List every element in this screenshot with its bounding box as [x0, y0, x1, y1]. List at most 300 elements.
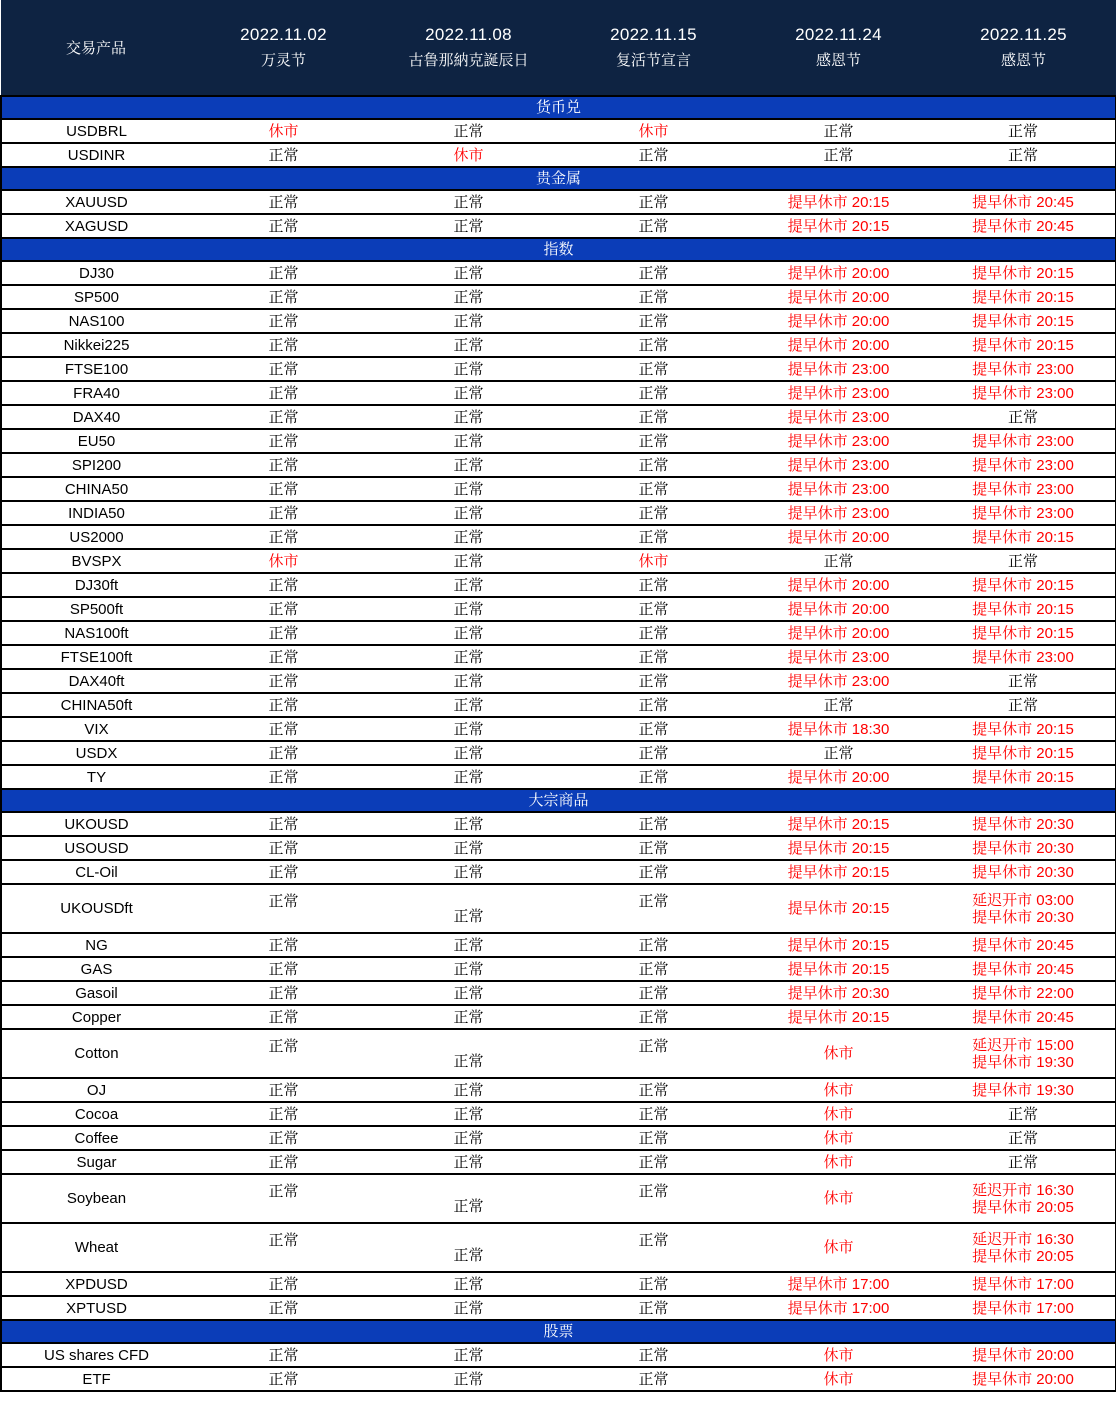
table-row [1, 933, 1116, 957]
status-cell [746, 812, 931, 836]
status-cell [561, 836, 746, 860]
product-cell: Cotton [1, 1029, 191, 1078]
status-line: 提早休市 20:15 [787, 900, 890, 917]
product-column-header [1, 0, 191, 96]
status-line: 提早休市 20:15 [972, 528, 1074, 546]
table-row [1, 1150, 1116, 1174]
status-cell [561, 741, 746, 765]
date-column-header-3 [561, 0, 746, 96]
status-cell [561, 597, 746, 621]
product-cell: Soybean [1, 1174, 191, 1223]
status-line: 提早休市 20:15 [787, 960, 890, 978]
status-line: 正常 [638, 1299, 669, 1317]
status-cell [561, 1126, 746, 1150]
status-line: 提早休市 23:00 [972, 480, 1074, 498]
status-line: 提早休市 20:45 [972, 936, 1074, 954]
status-line: 正常 [453, 456, 484, 474]
status-cell [746, 357, 931, 381]
date-label: 2022.11.08 [425, 25, 512, 44]
table-row [1, 119, 1116, 143]
status-cell [376, 333, 561, 357]
table-row [1, 1078, 1116, 1102]
status-line: 正常 [1007, 408, 1038, 426]
status-cell [376, 429, 561, 453]
status-line: 正常 [268, 1370, 299, 1388]
status-cell [746, 261, 931, 285]
status-line: 正常 [453, 908, 484, 925]
status-cell [746, 1102, 931, 1126]
product-cell: FTSE100ft [1, 645, 191, 669]
status-line: 正常 [823, 552, 854, 570]
date-label: 2022.11.15 [610, 25, 697, 44]
status-line: 正常 [268, 893, 299, 910]
status-cell [191, 765, 376, 789]
status-line: 正常 [268, 1129, 299, 1147]
status-cell [931, 405, 1116, 429]
product-cell: NG [1, 933, 191, 957]
status-cell [191, 1078, 376, 1102]
status-cell [561, 429, 746, 453]
status-cell [376, 717, 561, 741]
status-cell [376, 884, 561, 933]
status-cell [561, 981, 746, 1005]
status-cell [376, 214, 561, 238]
status-line: 正常 [268, 504, 299, 522]
table-row [1, 477, 1116, 501]
status-cell [931, 741, 1116, 765]
status-line: 提早休市 23:00 [787, 648, 890, 666]
product-cell: DAX40 [1, 405, 191, 429]
table-row [1, 957, 1116, 981]
table-header [1, 0, 1116, 96]
status-line: 延迟开市 03:00 [972, 891, 1074, 909]
status-line: 正常 [638, 960, 669, 978]
status-line: 正常 [638, 312, 669, 330]
status-cell [561, 261, 746, 285]
product-cell: UKOUSD [1, 812, 191, 836]
status-cell [931, 285, 1116, 309]
status-line: 正常 [453, 1346, 484, 1364]
status-cell [376, 1005, 561, 1029]
status-cell [376, 1150, 561, 1174]
status-cell [746, 285, 931, 309]
status-cell [746, 405, 931, 429]
product-cell: DJ30ft [1, 573, 191, 597]
status-cell [376, 669, 561, 693]
section-header-row [1, 167, 1116, 190]
product-cell: UKOUSDft [1, 884, 191, 933]
date-label: 2022.11.24 [795, 25, 882, 44]
status-cell [931, 549, 1116, 573]
status-cell [931, 957, 1116, 981]
status-line: 正常 [638, 720, 669, 738]
status-line: 提早休市 20:30 [972, 908, 1074, 926]
status-line: 提早休市 20:00 [787, 768, 890, 786]
status-line: 休市 [823, 1081, 854, 1099]
status-line: 提早休市 20:00 [787, 312, 890, 330]
status-cell [746, 119, 931, 143]
status-line: 正常 [453, 528, 484, 546]
status-cell [931, 357, 1116, 381]
status-cell [191, 143, 376, 167]
status-cell [931, 525, 1116, 549]
status-cell [376, 477, 561, 501]
status-cell [191, 1296, 376, 1320]
section-header-row [1, 789, 1116, 812]
status-line: 正常 [268, 264, 299, 282]
status-cell [931, 1174, 1116, 1223]
status-line: 正常 [638, 893, 669, 910]
status-cell [191, 525, 376, 549]
status-cell [931, 261, 1116, 285]
table-row [1, 1223, 1116, 1272]
product-cell: SP500ft [1, 597, 191, 621]
status-cell [191, 933, 376, 957]
status-cell [191, 501, 376, 525]
status-line: 正常 [453, 264, 484, 282]
status-cell [376, 381, 561, 405]
status-line: 正常 [1007, 552, 1038, 570]
status-cell [376, 405, 561, 429]
holiday-label: 复活节宣言 [615, 52, 691, 69]
table-row [1, 143, 1116, 167]
status-cell [561, 190, 746, 214]
status-cell [191, 549, 376, 573]
status-line: 休市 [823, 1190, 854, 1207]
status-line: 正常 [638, 863, 669, 881]
status-line: 提早休市 23:00 [972, 384, 1074, 402]
status-cell [376, 285, 561, 309]
table-row [1, 1005, 1116, 1029]
status-line: 正常 [638, 528, 669, 546]
status-cell [931, 453, 1116, 477]
status-cell [376, 309, 561, 333]
section-title: 货币兑 [1, 96, 1116, 119]
status-cell [746, 381, 931, 405]
status-cell [746, 333, 931, 357]
status-line: 正常 [638, 1008, 669, 1026]
status-line: 正常 [638, 1370, 669, 1388]
status-cell [931, 669, 1116, 693]
status-line: 正常 [638, 1232, 669, 1249]
status-line: 正常 [268, 456, 299, 474]
status-cell [376, 190, 561, 214]
status-line: 正常 [638, 1129, 669, 1147]
table-row [1, 549, 1116, 573]
status-cell [191, 597, 376, 621]
product-cell: GAS [1, 957, 191, 981]
product-cell: FTSE100 [1, 357, 191, 381]
table-body [1, 96, 1116, 1391]
status-line: 正常 [638, 288, 669, 306]
status-line: 正常 [638, 193, 669, 211]
header-row [1, 0, 1116, 96]
status-line: 正常 [268, 1346, 299, 1364]
status-cell [376, 143, 561, 167]
status-cell [931, 573, 1116, 597]
table-row [1, 717, 1116, 741]
status-line: 延迟开市 16:30 [972, 1181, 1074, 1199]
status-line: 提早休市 20:15 [787, 936, 890, 954]
status-cell [191, 1029, 376, 1078]
status-cell [561, 453, 746, 477]
status-cell [376, 1029, 561, 1078]
status-cell [746, 741, 931, 765]
table-row [1, 381, 1116, 405]
status-cell [561, 957, 746, 981]
status-cell [561, 669, 746, 693]
status-line: 休市 [823, 1370, 854, 1388]
status-cell [561, 1078, 746, 1102]
status-cell [931, 1223, 1116, 1272]
status-line: 休市 [823, 1105, 854, 1123]
status-cell [191, 1102, 376, 1126]
status-line: 正常 [453, 863, 484, 881]
status-line: 正常 [268, 624, 299, 642]
product-cell: XAGUSD [1, 214, 191, 238]
status-line: 提早休市 20:30 [972, 839, 1074, 857]
status-cell [561, 765, 746, 789]
status-cell [561, 693, 746, 717]
status-cell [931, 812, 1116, 836]
product-cell: NAS100ft [1, 621, 191, 645]
table-row [1, 693, 1116, 717]
status-line: 正常 [453, 1275, 484, 1293]
status-line: 正常 [638, 600, 669, 618]
status-cell [931, 884, 1116, 933]
product-cell: CHINA50ft [1, 693, 191, 717]
status-line: 正常 [638, 504, 669, 522]
status-cell [931, 143, 1116, 167]
date-column-header-2 [376, 0, 561, 96]
status-cell [376, 836, 561, 860]
status-line: 正常 [638, 336, 669, 354]
status-line: 正常 [638, 146, 669, 164]
status-cell [376, 933, 561, 957]
status-cell [746, 860, 931, 884]
table-row [1, 190, 1116, 214]
status-line: 正常 [638, 456, 669, 474]
status-line: 正常 [453, 815, 484, 833]
status-cell [746, 525, 931, 549]
status-cell [931, 765, 1116, 789]
status-line: 提早休市 18:30 [787, 720, 890, 738]
status-cell [561, 1102, 746, 1126]
status-cell [376, 645, 561, 669]
product-cell: Gasoil [1, 981, 191, 1005]
status-line: 正常 [453, 480, 484, 498]
status-line: 延迟开市 16:30 [972, 1230, 1074, 1248]
status-line: 正常 [453, 696, 484, 714]
status-line: 休市 [823, 1239, 854, 1256]
status-line: 正常 [268, 600, 299, 618]
table-row [1, 981, 1116, 1005]
status-line: 正常 [638, 384, 669, 402]
section-header-row [1, 96, 1116, 119]
status-line: 提早休市 20:15 [787, 839, 890, 857]
status-cell [931, 1005, 1116, 1029]
status-cell [931, 214, 1116, 238]
status-line: 提早休市 23:00 [972, 456, 1074, 474]
status-line: 正常 [453, 576, 484, 594]
status-line: 正常 [1007, 122, 1038, 140]
status-cell [191, 669, 376, 693]
status-cell [931, 836, 1116, 860]
status-cell [191, 477, 376, 501]
status-cell [931, 1272, 1116, 1296]
table-row [1, 884, 1116, 933]
status-cell [746, 933, 931, 957]
status-cell [191, 1174, 376, 1223]
status-line: 正常 [638, 576, 669, 594]
status-cell [191, 453, 376, 477]
product-cell: Sugar [1, 1150, 191, 1174]
status-line: 提早休市 20:45 [972, 217, 1074, 235]
table-row [1, 525, 1116, 549]
status-cell [191, 119, 376, 143]
status-line: 正常 [268, 1081, 299, 1099]
status-line: 正常 [453, 936, 484, 954]
table-row [1, 1272, 1116, 1296]
status-line: 提早休市 20:00 [787, 576, 890, 594]
status-cell [376, 119, 561, 143]
date-label: 2022.11.02 [240, 25, 327, 44]
status-cell [931, 621, 1116, 645]
status-line: 正常 [268, 1038, 299, 1055]
status-cell [746, 669, 931, 693]
status-line: 正常 [268, 1299, 299, 1317]
status-cell [931, 119, 1116, 143]
status-cell [561, 381, 746, 405]
status-line: 正常 [268, 960, 299, 978]
status-cell [561, 285, 746, 309]
status-line: 提早休市 20:00 [787, 528, 890, 546]
status-line: 正常 [823, 146, 854, 164]
product-cell: USDINR [1, 143, 191, 167]
status-cell [746, 1223, 931, 1272]
product-cell: NAS100 [1, 309, 191, 333]
status-line: 提早休市 20:15 [972, 576, 1074, 594]
product-cell: US2000 [1, 525, 191, 549]
status-line: 休市 [823, 1346, 854, 1364]
status-cell [376, 1367, 561, 1391]
status-line: 正常 [268, 696, 299, 714]
product-cell: FRA40 [1, 381, 191, 405]
table-row [1, 1367, 1116, 1391]
table-row [1, 429, 1116, 453]
status-cell [746, 429, 931, 453]
status-cell [191, 429, 376, 453]
status-line: 休市 [453, 146, 484, 164]
product-cell: CHINA50 [1, 477, 191, 501]
status-line: 正常 [823, 122, 854, 140]
status-cell [191, 860, 376, 884]
date-label: 2022.11.25 [980, 25, 1067, 44]
status-cell [191, 1367, 376, 1391]
status-line: 休市 [638, 122, 669, 140]
status-cell [561, 405, 746, 429]
status-cell [561, 309, 746, 333]
status-cell [376, 357, 561, 381]
status-line: 正常 [268, 768, 299, 786]
status-line: 正常 [823, 696, 854, 714]
status-line: 正常 [453, 672, 484, 690]
product-cell: USOUSD [1, 836, 191, 860]
status-cell [561, 1367, 746, 1391]
status-cell [931, 429, 1116, 453]
status-line: 正常 [638, 480, 669, 498]
status-line: 正常 [638, 648, 669, 666]
status-cell [561, 357, 746, 381]
status-line: 正常 [453, 1081, 484, 1099]
status-cell [376, 597, 561, 621]
product-cell: SPI200 [1, 453, 191, 477]
status-line: 正常 [268, 815, 299, 833]
status-cell [746, 981, 931, 1005]
status-line: 提早休市 17:00 [787, 1299, 890, 1317]
status-line: 休市 [268, 122, 299, 140]
status-cell [191, 1005, 376, 1029]
product-header-label: 交易产品 [65, 40, 126, 57]
status-line: 正常 [638, 696, 669, 714]
product-cell: EU50 [1, 429, 191, 453]
status-line: 正常 [638, 1081, 669, 1099]
status-cell [376, 1174, 561, 1223]
status-line: 提早休市 23:00 [972, 648, 1074, 666]
status-line: 正常 [453, 1247, 484, 1264]
status-cell [191, 214, 376, 238]
status-cell [746, 957, 931, 981]
status-line: 正常 [453, 122, 484, 140]
status-cell [376, 549, 561, 573]
status-cell [376, 573, 561, 597]
status-line: 提早休市 23:00 [972, 360, 1074, 378]
status-line: 正常 [268, 1008, 299, 1026]
status-cell [746, 1343, 931, 1367]
status-cell [746, 549, 931, 573]
status-line: 提早休市 20:15 [972, 768, 1074, 786]
status-cell [561, 933, 746, 957]
status-line: 提早休市 20:15 [787, 1008, 890, 1026]
status-line: 提早休市 20:15 [787, 217, 890, 235]
status-line: 提早休市 20:00 [787, 336, 890, 354]
table-row [1, 1102, 1116, 1126]
status-cell [931, 981, 1116, 1005]
status-line: 提早休市 23:00 [787, 432, 890, 450]
status-line: 正常 [268, 480, 299, 498]
product-cell: OJ [1, 1078, 191, 1102]
table-row [1, 621, 1116, 645]
status-cell [931, 501, 1116, 525]
status-cell [376, 261, 561, 285]
product-cell: US shares CFD [1, 1343, 191, 1367]
date-column-header-4 [746, 0, 931, 96]
product-cell: USDX [1, 741, 191, 765]
status-line: 正常 [638, 672, 669, 690]
status-line: 休市 [823, 1045, 854, 1062]
table-row [1, 812, 1116, 836]
status-line: 提早休市 20:15 [787, 863, 890, 881]
status-cell [746, 1150, 931, 1174]
status-line: 正常 [453, 217, 484, 235]
status-line: 提早休市 20:30 [787, 984, 890, 1002]
status-line: 正常 [638, 624, 669, 642]
product-cell: Wheat [1, 1223, 191, 1272]
status-line: 正常 [268, 839, 299, 857]
status-line: 正常 [453, 984, 484, 1002]
status-line: 正常 [453, 432, 484, 450]
status-line: 正常 [638, 936, 669, 954]
